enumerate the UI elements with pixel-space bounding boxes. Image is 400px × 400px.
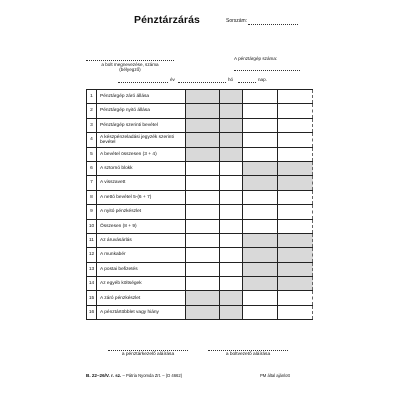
row-number: 2 — [87, 104, 97, 118]
table-row — [87, 277, 313, 291]
table-row — [87, 190, 313, 204]
row-label: Pénztárgép záró állása — [97, 90, 186, 104]
value-cell-b-fraction[interactable] — [278, 277, 313, 291]
row-number: 13 — [87, 262, 97, 276]
value-cell-b[interactable] — [243, 205, 278, 219]
row-number: 6 — [87, 161, 97, 175]
value-cell-a-fraction[interactable] — [220, 147, 243, 161]
value-cell-a[interactable] — [186, 291, 220, 305]
table-row — [87, 104, 313, 118]
row-label: Összesen (8 + 9) — [97, 219, 186, 233]
row-label: Pénztárgép nyitó állása — [97, 104, 186, 118]
serial-number-line — [248, 24, 298, 25]
value-cell-b-fraction[interactable] — [278, 219, 313, 233]
value-cell-b-fraction[interactable] — [278, 190, 313, 204]
date-month-line — [178, 82, 226, 83]
value-cell-b-fraction[interactable] — [278, 205, 313, 219]
value-cell-a-fraction[interactable] — [220, 161, 243, 175]
register-number-line — [234, 70, 300, 71]
value-cell-a-fraction[interactable] — [220, 277, 243, 291]
value-cell-a-fraction[interactable] — [220, 118, 243, 132]
row-label: A bevétel összesen (3 + 4) — [97, 147, 186, 161]
closing-table — [86, 89, 313, 320]
table-row — [87, 133, 313, 147]
table-row — [87, 305, 313, 319]
value-cell-a[interactable] — [186, 161, 220, 175]
value-cell-b[interactable] — [243, 248, 278, 262]
row-label: Az egyéb költségek — [97, 277, 186, 291]
table-row — [87, 176, 313, 190]
row-number: 7 — [87, 176, 97, 190]
value-cell-b[interactable] — [243, 133, 278, 147]
value-cell-a[interactable] — [186, 147, 220, 161]
row-label: A postai befizetés — [97, 262, 186, 276]
manager-signature-line — [208, 350, 288, 351]
row-label: A munkabér — [97, 248, 186, 262]
row-label: A visszavett — [97, 176, 186, 190]
form-title: Pénztárzárás — [134, 14, 200, 26]
value-cell-b-fraction[interactable] — [278, 161, 313, 175]
row-label: A nyitó pénzkészlet — [97, 205, 186, 219]
value-cell-b-fraction[interactable] — [278, 262, 313, 276]
value-cell-a[interactable] — [186, 233, 220, 247]
table-row — [87, 219, 313, 233]
value-cell-b[interactable] — [243, 219, 278, 233]
row-number: 10 — [87, 219, 97, 233]
table-row — [87, 291, 313, 305]
table-row — [87, 90, 313, 104]
value-cell-b-fraction[interactable] — [278, 176, 313, 190]
row-label: A készpénzeladási jegyzék szerinti bevétel — [97, 133, 186, 147]
date-month-label: hó — [228, 77, 234, 82]
value-cell-a-fraction[interactable] — [220, 291, 243, 305]
row-number: 4 — [87, 133, 97, 147]
value-cell-a[interactable] — [186, 118, 220, 132]
value-cell-a-fraction[interactable] — [220, 176, 243, 190]
value-cell-a[interactable] — [186, 305, 220, 319]
shop-name-caption-line1: a bolt megnevezése, száma — [101, 62, 159, 67]
value-cell-b[interactable] — [243, 233, 278, 247]
value-cell-a[interactable] — [186, 219, 220, 233]
value-cell-a[interactable] — [186, 176, 220, 190]
value-cell-a[interactable] — [186, 90, 220, 104]
value-cell-a-fraction[interactable] — [220, 262, 243, 276]
table-row — [87, 161, 313, 175]
row-label: A záró pénzkészlet — [97, 291, 186, 305]
row-label: A nettó bevétel 5-(6 + 7) — [97, 190, 186, 204]
value-cell-a[interactable] — [186, 133, 220, 147]
value-cell-b[interactable] — [243, 305, 278, 319]
value-cell-a-fraction[interactable] — [220, 205, 243, 219]
row-label: Az áruvásárlás — [97, 233, 186, 247]
value-cell-b[interactable] — [243, 161, 278, 175]
serial-number-label: Sorszám: — [226, 18, 248, 24]
row-number: 3 — [87, 118, 97, 132]
value-cell-a[interactable] — [186, 205, 220, 219]
footer-publisher: – Pátria Nyomda Zrt. – (D 4662) — [122, 373, 183, 378]
row-number: 11 — [87, 233, 97, 247]
row-number: 16 — [87, 305, 97, 319]
value-cell-a[interactable] — [186, 248, 220, 262]
cashier-signature-line — [108, 350, 188, 351]
date-day-line — [238, 82, 256, 83]
value-cell-b[interactable] — [243, 118, 278, 132]
value-cell-b[interactable] — [243, 176, 278, 190]
manager-signature-label: a boltvezető aláírása — [225, 352, 271, 357]
value-cell-a-fraction[interactable] — [220, 104, 243, 118]
cashier-signature-label: a pénztárkezelő aláírása — [121, 352, 175, 357]
date-day-label: nap. — [258, 77, 267, 82]
cash-closing-form — [84, 12, 316, 388]
row-number: 15 — [87, 291, 97, 305]
table-row — [87, 118, 313, 132]
value-cell-a-fraction[interactable] — [220, 233, 243, 247]
row-number: 12 — [87, 248, 97, 262]
value-cell-b-fraction[interactable] — [278, 305, 313, 319]
value-cell-b-fraction[interactable] — [278, 90, 313, 104]
value-cell-b-fraction[interactable] — [278, 147, 313, 161]
value-cell-a-fraction[interactable] — [220, 133, 243, 147]
table-row — [87, 233, 313, 247]
row-label: A pénztártöbblet vagy hiány — [97, 305, 186, 319]
date-year-line — [118, 82, 168, 83]
value-cell-b-fraction[interactable] — [278, 291, 313, 305]
value-cell-a[interactable] — [186, 190, 220, 204]
value-cell-a-fraction[interactable] — [220, 219, 243, 233]
shop-name-caption-line2: (bélyegző) — [119, 67, 141, 73]
value-cell-a[interactable] — [186, 277, 220, 291]
value-cell-b-fraction[interactable] — [278, 104, 313, 118]
value-cell-b[interactable] — [243, 277, 278, 291]
value-cell-a[interactable] — [186, 104, 220, 118]
value-cell-b[interactable] — [243, 262, 278, 276]
footer-code: B. 22–26/V. r. sz. — [86, 373, 122, 378]
value-cell-b-fraction[interactable] — [278, 248, 313, 262]
value-cell-b[interactable] — [243, 190, 278, 204]
value-cell-b[interactable] — [243, 104, 278, 118]
shop-name-line — [86, 60, 174, 61]
row-number: 8 — [87, 190, 97, 204]
shop-name-caption — [86, 62, 174, 73]
row-label: Pénztárgép szerinti bevétel — [97, 118, 186, 132]
row-number: 14 — [87, 277, 97, 291]
value-cell-b-fraction[interactable] — [278, 133, 313, 147]
footer-approval: PM által ajánlott — [260, 373, 290, 378]
value-cell-b[interactable] — [243, 291, 278, 305]
row-label: A sztornó blokk — [97, 161, 186, 175]
value-cell-a-fraction[interactable] — [220, 305, 243, 319]
value-cell-a-fraction[interactable] — [220, 190, 243, 204]
table-row — [87, 147, 313, 161]
date-year-label: év — [170, 77, 175, 82]
value-cell-b-fraction[interactable] — [278, 233, 313, 247]
row-number: 1 — [87, 90, 97, 104]
value-cell-a-fraction[interactable] — [220, 248, 243, 262]
value-cell-a[interactable] — [186, 262, 220, 276]
value-cell-b[interactable] — [243, 147, 278, 161]
footer-form-code — [86, 373, 182, 378]
table-row — [87, 205, 313, 219]
register-number-label: A pénztárgép száma: — [234, 56, 278, 61]
value-cell-a-fraction[interactable] — [220, 90, 243, 104]
row-number: 9 — [87, 205, 97, 219]
row-number: 5 — [87, 147, 97, 161]
table-row — [87, 248, 313, 262]
value-cell-b-fraction[interactable] — [278, 118, 313, 132]
value-cell-b[interactable] — [243, 90, 278, 104]
table-row — [87, 262, 313, 276]
